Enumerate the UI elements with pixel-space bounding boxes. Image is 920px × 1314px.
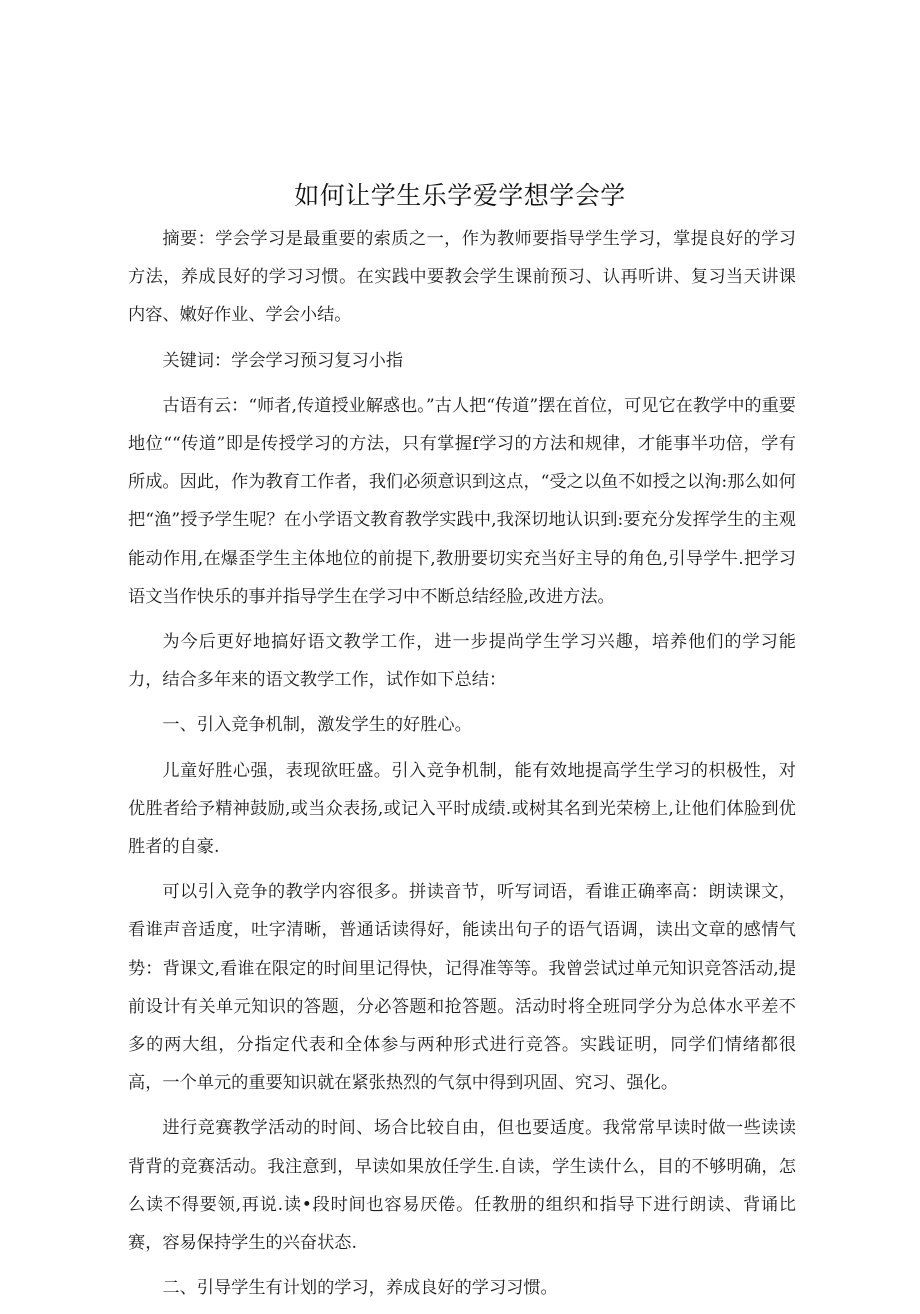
body-paragraph: 为今后更好地搞好语文教学工作，进一步提尚学生学习兴趣，培养他们的学习能力，结合多年来的语文教学工作，试作如下总结： bbox=[128, 632, 796, 691]
body-paragraph: 进行竞赛教学活动的时间、场合比较自由，但也要适度。我常常早读时做一些读读背背的竞赛活动。我注意到，早读如果放任学生.自读，学生读什么，目的不够明确，怎么读不得要领,再说.读•段时间也容易厌倦。任教册的组织和指导下进行朗读、背诵比赛，容易保持学生的兴奋状态. bbox=[128, 1118, 796, 1254]
keywords-paragraph: 关键词：学会学习预习复习小指 bbox=[162, 350, 404, 371]
section-heading: 一、引入竞争机制，激发学生的好胜心。 bbox=[162, 715, 472, 736]
document-title: 如何让学生乐学爱学想学会学 bbox=[294, 181, 626, 210]
body-paragraph: 古语有云：“师者,传道授业解惑也。”古人把“传道”摆在首位，可见它在教学中的重要地位““传道”即是传授学习的方法，只有掌握f学习的方法和规律，才能事半功倍，学有所成。因此，作为教育工作者，我们必须意识到这点，“受之以鱼不如授之以洵:那么如何把“渔”授予学生呢？在小学语文教育教学实践中,我深切地认识到:要充分发挥学生的主观能动作用,在爆歪学生主体地位的前提下,教册要切实充当好主导的角色,引导学牛.把学习语文当作快乐的事并指导学生在学习中不断总结经脸,改进方法。 bbox=[128, 395, 796, 607]
body-paragraph: 儿童好胜心强，表现欲旺盛。引入竞争机制，能有效地提高学生学习的枳极性，对优胜者给予精神鼓励,或当众表扬,或记入平时成绩.或树其名到光荣榜上,让他们体脸到优胜者的自豪. bbox=[128, 760, 796, 858]
abstract-paragraph: 摘要：学会学习是最重要的索质之一，作为教师要指导学生学习，掌提良好的学习方法，养成艮好的学习习惯。在实践中要教会学生课前预习、认再听讲、复习当天讲课内容、嫩好作业、学会小结。 bbox=[128, 229, 796, 326]
body-paragraph: 可以引入竞争的教学内容很多。拼读音节，听写词语，看谁正确率高：朗读课文，看谁声音适度，吐字清晰，普通话读得好，能读出句子的语气语调，读出文章的感情气势：背课文,看谁在限定的时间里记得快，记得准等等。我曾尝试过单元知识竞答活动,提前设计有关单元知识的答题，分必答题和抢答题。活动时将全班同学分为总体水平差不多的两大组，分指定代表和全体参与两种形式进行竞答。实践证明，同学们情绪都很高，一个单元的重要知识就在紧张热烈的气氛中得到巩固、究习、强化。 bbox=[128, 882, 796, 1094]
document-body bbox=[128, 220, 796, 1314]
section-heading: 二、引导学生有计划的学习，养成良好的学习习惯。 bbox=[162, 1278, 558, 1299]
